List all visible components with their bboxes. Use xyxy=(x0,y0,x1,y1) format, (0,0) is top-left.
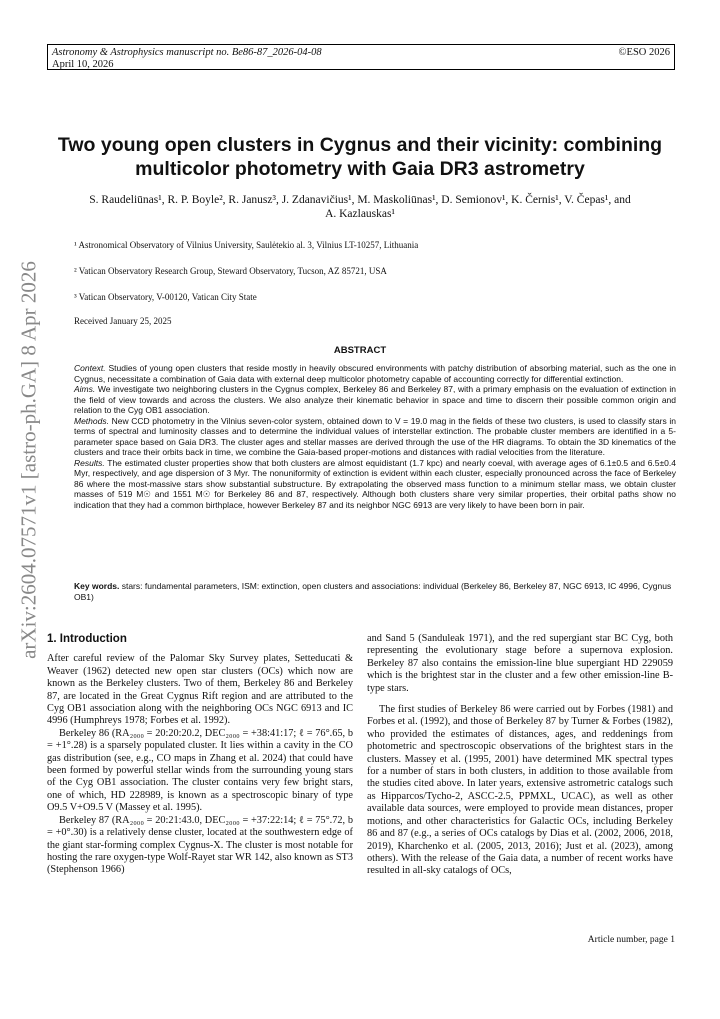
paragraph: Berkeley 86 (RA₂₀₀₀ = 20:20:20.2, DEC₂₀₀₀ = +38:41:17; ℓ = 76°.65, b = +1°.28) is a sparsely populated cluster. It lies within a cavity in the CO gas distribution (see, e.g., CO maps in Zhang et al. 2024) that could have been formed by powerful stellar winds from the surrounding young stars of the Cyg OB1 association. The cluster contains very few bright stars, one of which, HD 228989, is known as a spectroscopic binary of type O9.5 V+O9.5 V (Massey et al. 1995). xyxy=(47,727,353,814)
keywords xyxy=(74,581,676,602)
paragraph: Berkeley 87 (RA₂₀₀₀ = 20:21:43.0, DEC₂₀₀₀ = +37:22:14; ℓ = 75°.72, b = +0°.30) is a relatively dense cluster, located at the southwestern edge of the giant star-forming complex Cygnus-X. The cluster is most notable for hosting the rare oxygen-type Wolf-Rayet star WR 142, also known as ST3 (Stephenson 1966) xyxy=(47,814,353,876)
aims-label: Aims. xyxy=(74,384,96,394)
right-column xyxy=(367,633,673,878)
paragraph: The first studies of Berkeley 86 were carried out by Forbes (1981) and Forbes et al. (1992), and those of Berkeley 87 by Turner & Forbes (1982), who provided the estimates of distances, ages, and reddenings from photometric and spectroscopic observations of the brightest stars in the clusters. Massey et al. (1995, 2001) have determined MK spectral types for a number of stars in both clusters, in addition to those available from the studies cited above. In later years, extensive astrometric catalogs such as Hipparcos/Tycho-2, ASCC-2.5, PPMXL, UCAC), as well as other available data sources, were employed to provide mean distances, proper motions, and other characteristics for Galactic OCs, including Berkeley 86 and 87 (e.g., a series of OCs catalogs by Dias et al. (2002, 2006, 2018, 2019), Kharchenko et al. (2005, 2013, 2016); Just et al. (2023), among others). With the release of the Gaia data, a number of recent works have resulted in all-sky catalogs of OCs, xyxy=(367,704,673,877)
affiliation-2: ² Vatican Observatory Research Group, Steward Observatory, Tucson, AZ 85721, USA xyxy=(74,266,387,276)
context-text: Studies of young open clusters that reside mostly in heavily obscured environments with patchy distribution of absorbing material, such as the one in Cygnus, necessitate a combination of Gaia data with external deep multicolor photometry capable of accounting correctly for differential extinction. xyxy=(74,363,676,384)
date-line: April 10, 2026 xyxy=(52,59,114,70)
abstract xyxy=(74,363,676,510)
authors-line-1: S. Raudeliūnas¹, R. P. Boyle², R. Janusz³, J. Zdanavičius¹, M. Maskoliūnas¹, D. Semionov¹, K. Černis¹, V. Čepas¹, and xyxy=(89,194,631,206)
received-date: Received January 25, 2025 xyxy=(74,316,172,326)
authors-line-2: A. Kazlauskas¹ xyxy=(325,208,395,220)
keywords-label: Key words. xyxy=(74,581,120,591)
paragraph: After careful review of the Palomar Sky Survey plates, Setteducati & Weaver (1962) detected new open star clusters (OCs) which now are known as the Berkeley clusters. Two of them, Berkeley 86 and Berkeley 87, are located in the Great Cygnus Rift region and are attributed to the Cyg OB1 association along with the neighboring OCs NGC 6913 and IC 4996 (Humphreys 1978; Forbes et al. 1992). xyxy=(47,653,353,727)
paper-title xyxy=(40,133,680,181)
section-heading: 1. Introduction xyxy=(47,633,127,645)
methods-text: New CCD photometry in the Vilnius seven-color system, obtained down to V = 19.0 mag in the fields of these two clusters, is used to classify stars in terms of spectral and luminosity classes and to determine the individual values of interstellar extinction. The probable cluster members are identified in a 5-parameter space based on Gaia DR3. The cluster ages and stellar masses are derived through the use of the HR diagrams. To obtain the 3D kinematics of the clusters and trace their orbits back in time, we combine the Gaia-based proper-motions and distances with radial velocities from the literature. xyxy=(74,415,676,457)
keywords-text: stars: fundamental parameters, ISM: extinction, open clusters and associations: individual (Berkeley 86, Berkeley 87, NGC 6913, IC 4996, Cygnus OB1) xyxy=(74,581,672,602)
results-label: Results. xyxy=(74,457,105,468)
context-label: Context. xyxy=(74,363,106,373)
copyright: ©ESO 2026 xyxy=(618,47,670,58)
abstract-heading: ABSTRACT xyxy=(333,345,387,356)
left-column xyxy=(47,633,353,877)
title-line-1: Two young open clusters in Cygnus and their vicinity: combining xyxy=(57,134,663,156)
arxiv-id: arXiv:2604.07571v1 [astro-ph.GA] 8 Apr 2026 xyxy=(16,261,41,659)
manuscript-header xyxy=(47,44,675,70)
affiliation-3: ³ Vatican Observatory, V-00120, Vatican City State xyxy=(74,292,257,302)
methods-label: Methods. xyxy=(74,415,109,426)
journal-line: Astronomy & Astrophysics manuscript no. Be86-87_2026-04-08 xyxy=(52,47,322,58)
authors xyxy=(40,193,680,221)
page-footer: Article number, page 1 xyxy=(587,935,675,945)
paragraph: and Sand 5 (Sanduleak 1971), and the red supergiant star BC Cyg, both representing the evolutionary stage before a supernova explosion. Berkeley 87 also contains the emission-line blue supergiant HD 229059 which is the brightest star in the cluster and a few other emission-line B-type stars. xyxy=(367,633,673,694)
results-text: The estimated cluster properties show that both clusters are almost equidistant (1.7 kpc) and nearly coeval, with average ages of 6.1±0.5 and 6.5±0.4 Myr, respectively, and age dispersion of 3 Myr. The nonuniformity of extinction is evident within each cluster, especially pronounced across the face of Berkeley 86 where the most-massive stars show substantial substructure. By extrapolating the observed mass function to a minimum stellar mass, we obtain cluster masses of 519 M☉ and 1551 M☉ for Berkeley 86 and 87, respectively. Although both clusters share very similar properties, their orbital paths show no indication that they had a common birthplace, however Berkeley 87 and its neighbor NGC 6913 are very likely to have been born in pair. xyxy=(74,457,676,510)
arxiv-stamp xyxy=(14,261,44,659)
title-line-2: multicolor photometry with Gaia DR3 astrometry xyxy=(135,158,585,180)
affiliation-1: ¹ Astronomical Observatory of Vilnius University, Saulėtekio al. 3, Vilnius LT-10257, Lithuania xyxy=(74,240,419,250)
aims-text: We investigate two neighboring clusters in the Cygnus complex, Berkeley 86 and Berkeley 87, with a primary emphasis on the evaluation of extinction in the field of view towards and across the clusters. We also analyze their kinematic behavior in space and time to discern their possible common origin and relation to the Cyg OB1 association. xyxy=(74,384,676,415)
